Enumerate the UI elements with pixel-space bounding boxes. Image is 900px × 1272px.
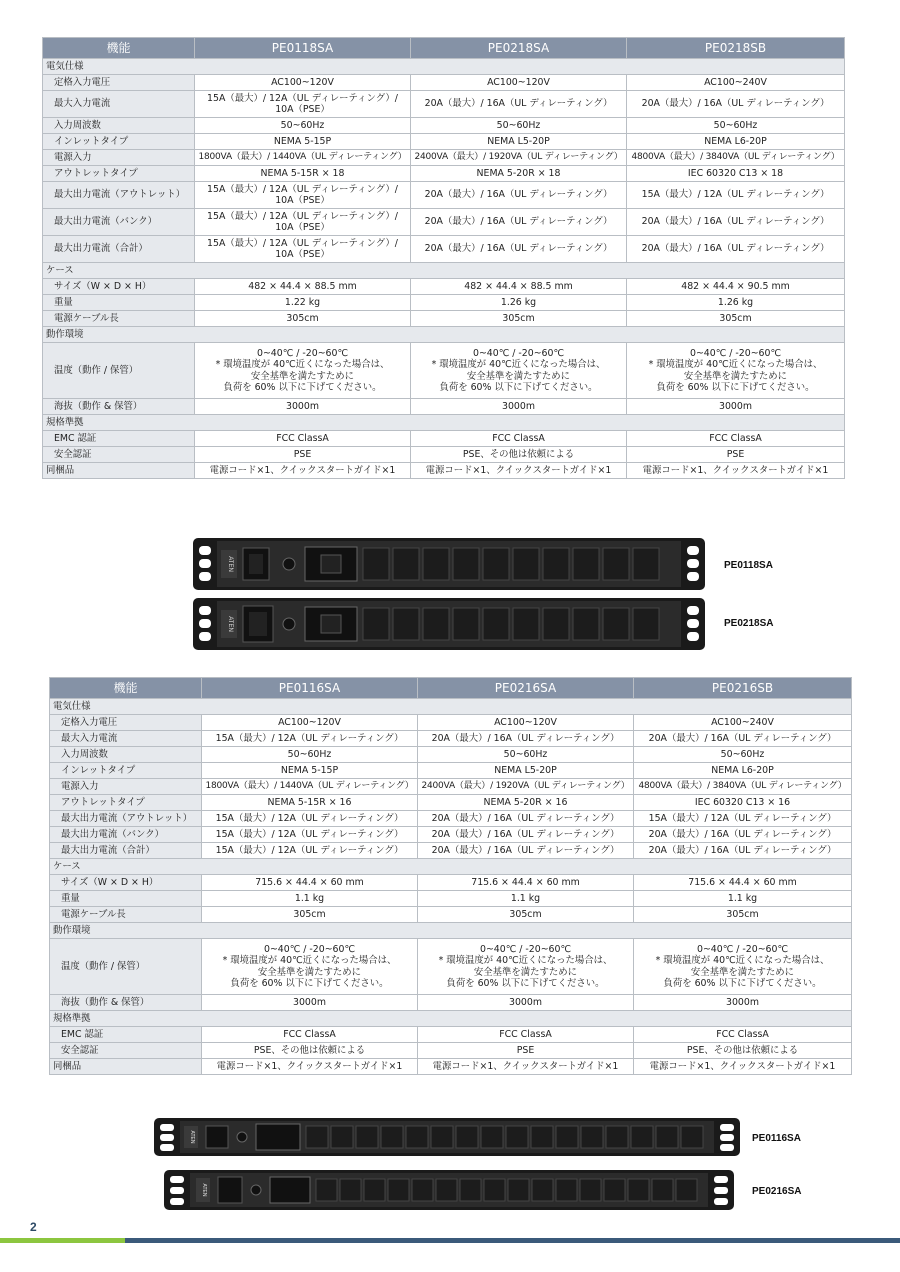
cell-value: 20A（最大）/ 16A（UL ディレーティング） [411, 236, 627, 263]
table-row [43, 295, 845, 311]
svg-text:ATEN: ATEN [227, 616, 233, 632]
product-label: PE0118SA [724, 560, 773, 571]
cell-value: 482 × 44.4 × 90.5 mm [627, 279, 845, 295]
cell-value: NEMA 5-15P [202, 763, 418, 779]
header-cell: PE0118SA [195, 38, 411, 59]
table-row [50, 891, 852, 907]
table-row [43, 134, 845, 150]
header-cell: 機能 [43, 38, 195, 59]
cell-value: 電源コード×1、クイックスタートガイド×1 [202, 1059, 418, 1075]
table-row [43, 447, 845, 463]
cell-value: 305cm [195, 311, 411, 327]
cell-value: AC100~120V [411, 75, 627, 91]
row-label: 海抜（動作 & 保管） [43, 399, 195, 415]
cell-value: NEMA 5-15R × 16 [202, 795, 418, 811]
cell-value: 15A（最大）/ 12A（UL ディレーティング） [202, 811, 418, 827]
cell-value: NEMA L6-20P [634, 763, 852, 779]
cell-value: NEMA 5-20R × 16 [418, 795, 634, 811]
cell-value: 15A（最大）/ 12A（UL ディレーティング）/ 10A（PSE） [195, 182, 411, 209]
row-label: 電源ケーブル長 [43, 311, 195, 327]
cell-value: 0~40℃ / -20~60℃ * 環境温度が 40℃近くになった場合は、 安全基準を満たすために 負荷を 60% 以下に下げてください。 [411, 343, 627, 399]
section-row [43, 263, 845, 279]
cell-value: IEC 60320 C13 × 18 [627, 166, 845, 182]
cell-value: 電源コード×1、クイックスタートガイド×1 [627, 463, 845, 479]
cell-value: 20A（最大）/ 16A（UL ディレーティング） [627, 209, 845, 236]
cell-value: 20A（最大）/ 16A（UL ディレーティング） [418, 731, 634, 747]
table-row [43, 209, 845, 236]
cell-value: AC100~120V [195, 75, 411, 91]
cell-value: 1.1 kg [634, 891, 852, 907]
cell-value: NEMA L5-20P [418, 763, 634, 779]
table-row [50, 1059, 852, 1075]
cell-value: 15A（最大）/ 12A（UL ディレーティング）/ 10A（PSE） [195, 236, 411, 263]
table-row [50, 907, 852, 923]
cell-value: 15A（最大）/ 12A（UL ディレーティング） [634, 811, 852, 827]
table-row [43, 279, 845, 295]
cell-value: 4800VA（最大）/ 3840VA（UL ディレーティング） [634, 779, 852, 795]
pdu-image-pe0218sa [193, 598, 705, 650]
row-label: 同梱品 [43, 463, 195, 479]
row-label: 電源入力 [43, 150, 195, 166]
cell-value: IEC 60320 C13 × 16 [634, 795, 852, 811]
cell-value: 715.6 × 44.4 × 60 mm [202, 875, 418, 891]
cell-value: NEMA 5-15P [195, 134, 411, 150]
cell-value: 2400VA（最大）/ 1920VA（UL ディレーティング） [418, 779, 634, 795]
row-label: 最大出力電流（バンク） [43, 209, 195, 236]
row-label: インレットタイプ [43, 134, 195, 150]
cell-value: 0~40℃ / -20~60℃ * 環境温度が 40℃近くになった場合は、 安全基準を満たすために 負荷を 60% 以下に下げてください。 [202, 939, 418, 995]
cell-value: PSE [418, 1043, 634, 1059]
cell-value: 1.26 kg [627, 295, 845, 311]
pdu-image-pe0116sa [154, 1118, 740, 1156]
cell-value: FCC ClassA [418, 1027, 634, 1043]
table-row [50, 811, 852, 827]
cell-value: 1800VA（最大）/ 1440VA（UL ディレーティング） [195, 150, 411, 166]
table-row [50, 731, 852, 747]
cell-value: 20A（最大）/ 16A（UL ディレーティング） [411, 91, 627, 118]
cell-value: 15A（最大）/ 12A（UL ディレーティング） [202, 731, 418, 747]
cell-value: 20A（最大）/ 16A（UL ディレーティング） [411, 182, 627, 209]
cell-value: 3000m [411, 399, 627, 415]
table-row [50, 827, 852, 843]
table-header-row [50, 678, 852, 699]
cell-value: FCC ClassA [202, 1027, 418, 1043]
cell-value: FCC ClassA [634, 1027, 852, 1043]
cell-value: 50~60Hz [202, 747, 418, 763]
section-title: 規格準拠 [43, 415, 845, 431]
row-label: 重量 [43, 295, 195, 311]
cell-value: 3000m [418, 995, 634, 1011]
table-row [43, 311, 845, 327]
row-label: インレットタイプ [50, 763, 202, 779]
table-row [43, 399, 845, 415]
section-title: ケース [50, 859, 852, 875]
row-label: 最大出力電流（合計） [50, 843, 202, 859]
cell-value: 305cm [202, 907, 418, 923]
row-label: 重量 [50, 891, 202, 907]
header-cell: PE0218SA [411, 38, 627, 59]
cell-value: 20A（最大）/ 16A（UL ディレーティング） [418, 827, 634, 843]
row-label: 電源入力 [50, 779, 202, 795]
cell-value: 3000m [634, 995, 852, 1011]
cell-value: 0~40℃ / -20~60℃ * 環境温度が 40℃近くになった場合は、 安全基準を満たすために 負荷を 60% 以下に下げてください。 [634, 939, 852, 995]
cell-value: NEMA 5-20R × 18 [411, 166, 627, 182]
product-label: PE0116SA [752, 1133, 801, 1144]
section-row [50, 859, 852, 875]
cell-value: 305cm [418, 907, 634, 923]
table-row [50, 795, 852, 811]
section-title: ケース [43, 263, 845, 279]
cell-value: 20A（最大）/ 16A（UL ディレーティング） [418, 843, 634, 859]
table-row [50, 763, 852, 779]
header-cell: PE0116SA [202, 678, 418, 699]
cell-value: AC100~120V [418, 715, 634, 731]
cell-value: 20A（最大）/ 16A（UL ディレーティング） [634, 731, 852, 747]
table-row [50, 779, 852, 795]
header-cell: PE0218SB [627, 38, 845, 59]
cell-value: 3000m [627, 399, 845, 415]
svg-text:ATEN: ATEN [189, 1130, 195, 1144]
section-row [50, 1011, 852, 1027]
table-row [43, 182, 845, 209]
cell-value: 1.1 kg [418, 891, 634, 907]
cell-value: 15A（最大）/ 12A（UL ディレーティング） [202, 843, 418, 859]
page-number: 2 [30, 1220, 37, 1234]
cell-value: 305cm [411, 311, 627, 327]
cell-value: FCC ClassA [627, 431, 845, 447]
cell-value: AC100~240V [627, 75, 845, 91]
table-header-row [43, 38, 845, 59]
section-row [50, 923, 852, 939]
cell-value: 3000m [202, 995, 418, 1011]
cell-value: NEMA 5-15R × 18 [195, 166, 411, 182]
cell-value: 715.6 × 44.4 × 60 mm [418, 875, 634, 891]
cell-value: 1.22 kg [195, 295, 411, 311]
section-row [43, 59, 845, 75]
cell-value: 20A（最大）/ 16A（UL ディレーティング） [634, 827, 852, 843]
cell-value: 電源コード×1、クイックスタートガイド×1 [195, 463, 411, 479]
section-title: 電気仕様 [43, 59, 845, 75]
row-label: 最大入力電流 [50, 731, 202, 747]
cell-value: NEMA L6-20P [627, 134, 845, 150]
table-row [43, 236, 845, 263]
header-cell: PE0216SB [634, 678, 852, 699]
header-cell: PE0216SA [418, 678, 634, 699]
brand-logo [184, 1126, 198, 1148]
cell-value: 15A（最大）/ 12A（UL ディレーティング）/ 10A（PSE） [195, 209, 411, 236]
table-row [43, 166, 845, 182]
table-row [50, 875, 852, 891]
cell-value: 0~40℃ / -20~60℃ * 環境温度が 40℃近くになった場合は、 安全基準を満たすために 負荷を 60% 以下に下げてください。 [418, 939, 634, 995]
row-label: 入力周波数 [43, 118, 195, 134]
cell-value: AC100~240V [634, 715, 852, 731]
cell-value: 50~60Hz [627, 118, 845, 134]
table-row [50, 1043, 852, 1059]
cell-value: 3000m [195, 399, 411, 415]
cell-value: 715.6 × 44.4 × 60 mm [634, 875, 852, 891]
section-row [43, 415, 845, 431]
cell-value: 50~60Hz [411, 118, 627, 134]
table-row [43, 463, 845, 479]
cell-value: PSE [195, 447, 411, 463]
header-cell: 機能 [50, 678, 202, 699]
cell-value: 20A（最大）/ 16A（UL ディレーティング） [634, 843, 852, 859]
spec-table-pe01-16 [49, 677, 852, 1075]
table-row [50, 843, 852, 859]
cell-value: PSE、その他は依頼による [202, 1043, 418, 1059]
table-row [50, 1027, 852, 1043]
cell-value: 電源コード×1、クイックスタートガイド×1 [418, 1059, 634, 1075]
brand-logo [221, 610, 237, 638]
row-label: 安全認証 [50, 1043, 202, 1059]
section-title: 動作環境 [43, 327, 845, 343]
cell-value: 20A（最大）/ 16A（UL ディレーティング） [418, 811, 634, 827]
cell-value: 0~40℃ / -20~60℃ * 環境温度が 40℃近くになった場合は、 安全基準を満たすために 負荷を 60% 以下に下げてください。 [195, 343, 411, 399]
table-row [43, 431, 845, 447]
section-title: 電気仕様 [50, 699, 852, 715]
section-row [43, 327, 845, 343]
cell-value: 20A（最大）/ 16A（UL ディレーティング） [411, 209, 627, 236]
row-label: 最大出力電流（アウトレット） [43, 182, 195, 209]
row-label: アウトレットタイプ [50, 795, 202, 811]
row-label: 同梱品 [50, 1059, 202, 1075]
cell-value: 305cm [634, 907, 852, 923]
row-label: 定格入力電圧 [50, 715, 202, 731]
row-label: 最大入力電流 [43, 91, 195, 118]
cell-value: 50~60Hz [418, 747, 634, 763]
cell-value: 4800VA（最大）/ 3840VA（UL ディレーティング） [627, 150, 845, 166]
table-row [50, 995, 852, 1011]
table-row [43, 118, 845, 134]
cell-value: 2400VA（最大）/ 1920VA（UL ディレーティング） [411, 150, 627, 166]
cell-value: 20A（最大）/ 16A（UL ディレーティング） [627, 236, 845, 263]
cell-value: 15A（最大）/ 12A（UL ディレーティング） [202, 827, 418, 843]
table-row [50, 715, 852, 731]
cell-value: AC100~120V [202, 715, 418, 731]
row-label: 最大出力電流（アウトレット） [50, 811, 202, 827]
cell-value: PSE、その他は依頼による [411, 447, 627, 463]
cell-value: 482 × 44.4 × 88.5 mm [195, 279, 411, 295]
cell-value: 1.1 kg [202, 891, 418, 907]
cell-value: 50~60Hz [634, 747, 852, 763]
cell-value: 50~60Hz [195, 118, 411, 134]
row-label: EMC 認証 [43, 431, 195, 447]
cell-value: 15A（最大）/ 12A（UL ディレーティング）/ 10A（PSE） [195, 91, 411, 118]
row-label: アウトレットタイプ [43, 166, 195, 182]
product-label: PE0218SA [724, 618, 774, 629]
row-label: サイズ（W × D × H） [43, 279, 195, 295]
pdu-image-pe0118sa [193, 538, 705, 590]
table-row [50, 939, 852, 995]
brand-logo [196, 1178, 210, 1202]
cell-value: 305cm [627, 311, 845, 327]
cell-value: 1.26 kg [411, 295, 627, 311]
row-label: 温度（動作 / 保管） [50, 939, 202, 995]
table-row [43, 150, 845, 166]
cell-value: 電源コード×1、クイックスタートガイド×1 [411, 463, 627, 479]
cell-value: NEMA L5-20P [411, 134, 627, 150]
section-title: 規格準拠 [50, 1011, 852, 1027]
section-row [50, 699, 852, 715]
row-label: サイズ（W × D × H） [50, 875, 202, 891]
row-label: 最大出力電流（バンク） [50, 827, 202, 843]
section-title: 動作環境 [50, 923, 852, 939]
table-row [43, 75, 845, 91]
row-label: 温度（動作 / 保管） [43, 343, 195, 399]
cell-value: PSE [627, 447, 845, 463]
spec-table-pe01-18 [42, 37, 845, 479]
cell-value: FCC ClassA [195, 431, 411, 447]
row-label: 最大出力電流（合計） [43, 236, 195, 263]
cell-value: 0~40℃ / -20~60℃ * 環境温度が 40℃近くになった場合は、 安全基準を満たすために 負荷を 60% 以下に下げてください。 [627, 343, 845, 399]
cell-value: FCC ClassA [411, 431, 627, 447]
cell-value: PSE、その他は依頼による [634, 1043, 852, 1059]
svg-text:ATEN: ATEN [201, 1183, 207, 1197]
row-label: 安全認証 [43, 447, 195, 463]
cell-value: 15A（最大）/ 12A（UL ディレーティング） [627, 182, 845, 209]
cell-value: 20A（最大）/ 16A（UL ディレーティング） [627, 91, 845, 118]
row-label: 海抜（動作 & 保管） [50, 995, 202, 1011]
pdu-image-pe0216sa [164, 1170, 734, 1210]
table-row [43, 91, 845, 118]
svg-text:ATEN: ATEN [227, 556, 233, 572]
row-label: 定格入力電圧 [43, 75, 195, 91]
product-label: PE0216SA [752, 1186, 802, 1197]
row-label: 入力周波数 [50, 747, 202, 763]
cell-value: 1800VA（最大）/ 1440VA（UL ディレーティング） [202, 779, 418, 795]
table-row [50, 747, 852, 763]
brand-logo [221, 550, 237, 578]
footer-bar [0, 1238, 900, 1243]
row-label: EMC 認証 [50, 1027, 202, 1043]
cell-value: 482 × 44.4 × 88.5 mm [411, 279, 627, 295]
table-row [43, 343, 845, 399]
row-label: 電源ケーブル長 [50, 907, 202, 923]
cell-value: 電源コード×1、クイックスタートガイド×1 [634, 1059, 852, 1075]
